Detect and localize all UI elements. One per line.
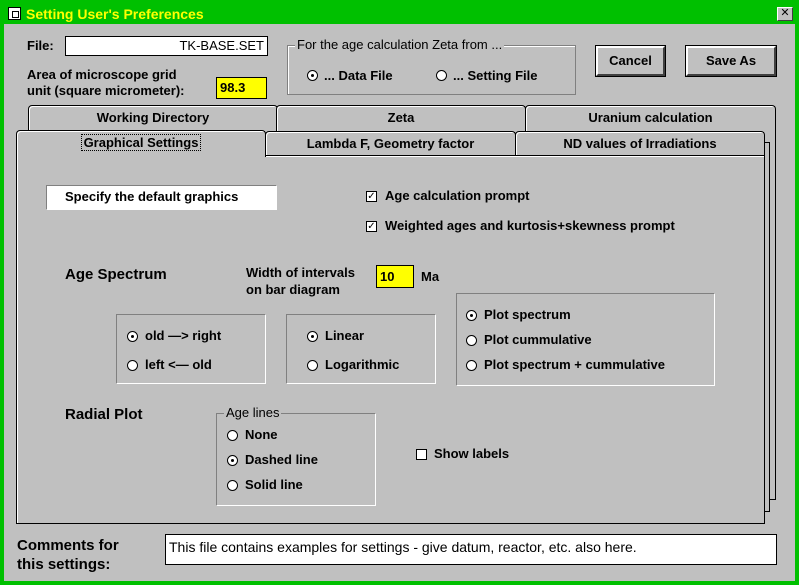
comments-label-line2: this settings: — [17, 556, 111, 573]
show-labels-label[interactable]: Show labels — [434, 446, 510, 461]
close-icon[interactable]: ✕ — [777, 7, 793, 21]
radial-plot-heading: Radial Plot — [65, 406, 143, 423]
scale-linear-radio[interactable] — [307, 331, 318, 342]
grid-area-label-line2: unit (square micrometer): — [27, 83, 185, 98]
scale-log-radio[interactable] — [307, 360, 318, 371]
plot-cumulative-radio[interactable] — [466, 335, 477, 346]
plot-both-label[interactable]: Plot spectrum + cummulative — [484, 357, 665, 372]
comments-input[interactable]: This file contains examples for settings - give datum, reactor, etc. also here. — [165, 534, 777, 565]
zeta-data-file-radio[interactable] — [307, 70, 318, 81]
tab-lambda-geometry[interactable]: Lambda F, Geometry factor — [265, 131, 516, 155]
title-bar[interactable] — [4, 4, 795, 24]
scale-linear-label[interactable]: Linear — [325, 328, 365, 343]
plot-cumulative-label[interactable]: Plot cummulative — [484, 332, 592, 347]
zeta-source-legend: For the age calculation Zeta from ... — [297, 37, 503, 52]
age-lines-dashed-label[interactable]: Dashed line — [245, 452, 318, 467]
file-name-field[interactable]: TK-BASE.SET — [65, 36, 268, 56]
direction-old-right-label[interactable]: old —> right — [145, 328, 222, 343]
age-lines-solid-radio[interactable] — [227, 480, 238, 491]
width-unit-label: Ma — [421, 269, 440, 284]
width-intervals-label-line2: on bar diagram — [246, 282, 340, 297]
weighted-prompt-label[interactable]: Weighted ages and kurtosis+skewness prompt — [385, 218, 675, 233]
direction-left-old-radio[interactable] — [127, 360, 138, 371]
width-intervals-input[interactable]: 10 — [376, 265, 414, 288]
age-lines-none-radio[interactable] — [227, 430, 238, 441]
scale-log-label[interactable]: Logarithmic — [325, 357, 400, 372]
age-lines-solid-label[interactable]: Solid line — [245, 477, 303, 492]
grid-area-label-line1: Area of microscope grid — [27, 67, 177, 82]
age-lines-dashed-radio[interactable] — [227, 455, 238, 466]
plot-spectrum-radio[interactable] — [466, 310, 477, 321]
grid-area-input[interactable]: 98.3 — [216, 77, 267, 99]
zeta-setting-file-label[interactable]: ... Setting File — [453, 68, 538, 83]
cancel-button[interactable]: Cancel — [596, 46, 665, 76]
zeta-data-file-label[interactable]: ... Data File — [324, 68, 393, 83]
direction-old-right-radio[interactable] — [127, 331, 138, 342]
tab-graphical-settings[interactable] — [16, 130, 266, 157]
show-labels-checkbox[interactable] — [416, 449, 427, 460]
zeta-setting-file-radio[interactable] — [436, 70, 447, 81]
direction-left-old-label[interactable]: left <— old — [145, 357, 212, 372]
window-title: Setting User's Preferences — [26, 6, 204, 22]
specify-graphics-label: Specify the default graphics — [65, 189, 239, 204]
tab-nd-values[interactable]: ND values of Irradiations — [515, 131, 765, 155]
age-lines-legend: Age lines — [226, 405, 280, 420]
weighted-prompt-checkbox[interactable]: ✓ — [367, 221, 376, 232]
direction-group — [116, 314, 266, 384]
tab-zeta[interactable]: Zeta — [276, 105, 526, 131]
save-as-button[interactable]: Save As — [686, 46, 776, 76]
specify-graphics-box — [46, 185, 277, 210]
width-intervals-label-line1: Width of intervals — [246, 265, 355, 280]
tab-graphical-settings-label: Graphical Settings — [81, 134, 202, 151]
age-prompt-checkbox[interactable]: ✓ — [367, 191, 376, 202]
tab-working-directory[interactable]: Working Directory — [28, 105, 278, 131]
file-label: File: — [27, 38, 54, 53]
scale-group — [286, 314, 436, 384]
age-spectrum-heading: Age Spectrum — [65, 266, 167, 283]
plot-both-radio[interactable] — [466, 360, 477, 371]
tab-uranium-calculation[interactable]: Uranium calculation — [525, 105, 776, 131]
age-prompt-label[interactable]: Age calculation prompt — [385, 188, 530, 203]
age-lines-none-label[interactable]: None — [245, 427, 278, 442]
comments-label-line1: Comments for — [17, 537, 119, 554]
plot-spectrum-label[interactable]: Plot spectrum — [484, 307, 571, 322]
system-menu-icon[interactable] — [8, 7, 21, 20]
